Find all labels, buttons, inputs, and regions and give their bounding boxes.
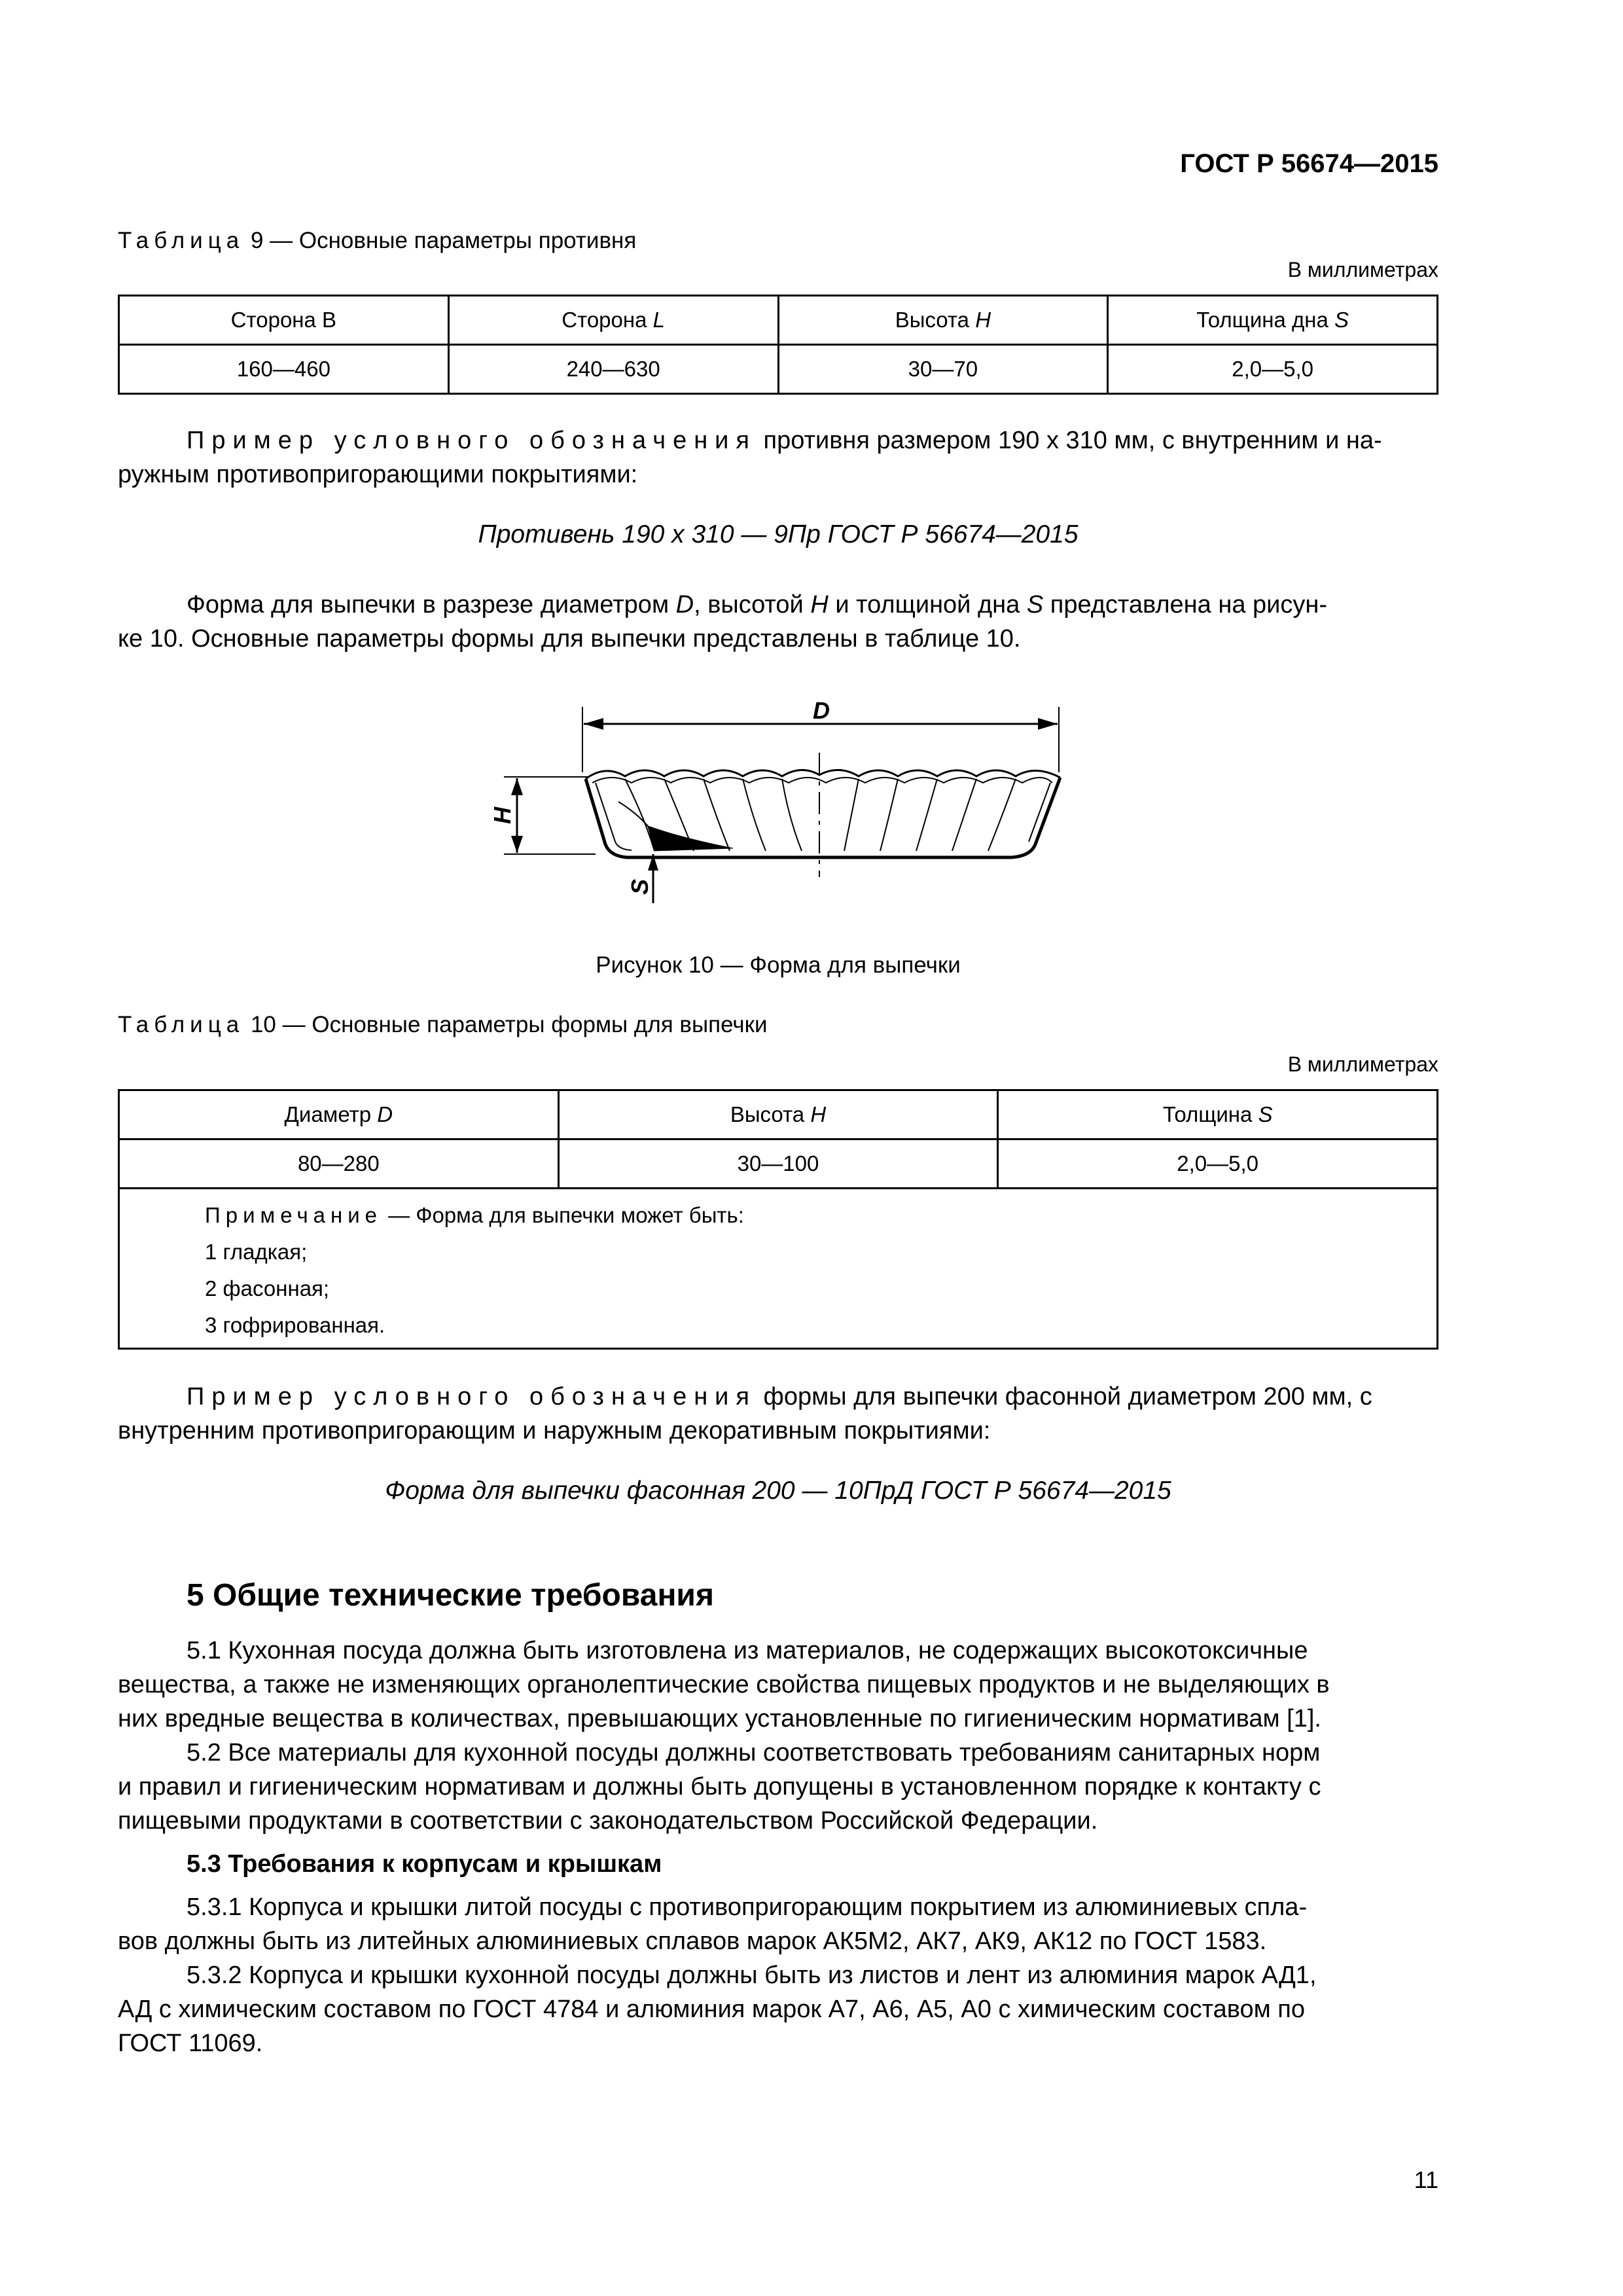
example2-designation: Форма для выпечки фасонная 200 — 10ПрД ГОСТ Р 56674—2015 <box>385 1477 1171 1505</box>
table9-label: Таблица <box>118 228 245 253</box>
example2-text-1: формы для выпечки фасонной диаметром 200 мм, с <box>757 1383 1372 1410</box>
subsection-5-3-title: 5.3 Требования к корпусам и крышкам <box>187 1850 662 1878</box>
figure10-drawing <box>458 681 1113 923</box>
para-5-3-2-line: АД с химическим составом по ГОСТ 4784 и алюминия марок А7, А6, А5, А0 с химическим составом по <box>118 1996 1306 2023</box>
form-paragraph-line2: ке 10. Основные параметры формы для выпечки представлены в таблице 10. <box>118 625 1021 653</box>
figure10-label-s: S <box>626 878 653 895</box>
table9-caption <box>118 228 636 254</box>
table10-header-cell: Диаметр D <box>119 1090 559 1139</box>
example2-label: Пример условного обозначения <box>187 1383 757 1410</box>
page-number: 11 <box>1414 2166 1438 2193</box>
para-5-1-line: вещества, а также не изменяющих органолептические свойства пищевых продуктов и не выделяющих в <box>118 1671 1330 1698</box>
example1-text-1: противня размером 190 x 310 мм, с внутренним и на- <box>757 427 1382 454</box>
table10-label: Таблица <box>118 1012 245 1037</box>
para-5-3-2-line: ГОСТ 11069. <box>118 2030 263 2057</box>
example1 <box>118 423 1438 492</box>
table10 <box>118 1089 1438 1350</box>
table9-header-cell: Толщина дна S <box>1108 296 1438 345</box>
example2 <box>118 1380 1438 1448</box>
figure10-caption: Рисунок 10 — Форма для выпечки <box>596 952 961 978</box>
para-5-3-2-line: 5.3.2 Корпуса и крышки кухонной посуды должны быть из листов и лент из алюминия марок АД1, <box>187 1962 1317 1989</box>
para-5-2-line: и правил и гигиеническим нормативам и должны быть допущены в установленном порядке к контакту с <box>118 1773 1321 1801</box>
table9-header-cell: Сторона L <box>448 296 778 345</box>
table9-cell: 240—630 <box>448 345 778 394</box>
table10-note-item: 2 фасонная; <box>205 1276 330 1300</box>
table9-units: В миллиметрах <box>1287 258 1438 281</box>
table9-header-cell: Высота H <box>778 296 1108 345</box>
table9-header-cell: Сторона В <box>119 296 449 345</box>
table9-header-row <box>119 296 1438 345</box>
section5-body <box>118 1634 1438 2060</box>
table10-cell: 2,0—5,0 <box>998 1139 1438 1189</box>
table10-note-item: 3 гофрированная. <box>205 1313 385 1337</box>
table9-data-row <box>119 345 1438 394</box>
example1-designation: Противень 190 x 310 — 9Пр ГОСТ Р 56674—2015 <box>478 520 1079 548</box>
table10-data-row <box>119 1139 1438 1189</box>
table9-title: 9 — Основные параметры противня <box>250 228 637 253</box>
table10-header-row <box>119 1090 1438 1139</box>
document-id: ГОСТ Р 56674—2015 <box>1180 149 1438 178</box>
table10-title: 10 — Основные параметры формы для выпечки <box>250 1012 768 1037</box>
para-5-1-line: них вредные вещества в количествах, превышающих установленные по гигиеническим нормативам [1]. <box>118 1705 1321 1732</box>
example1-label: Пример условного обозначения <box>187 427 757 454</box>
table9-cell: 2,0—5,0 <box>1108 345 1438 394</box>
para-5-1-line: 5.1 Кухонная посуда должна быть изготовлена из материалов, не содержащих высокотоксичные <box>187 1637 1308 1664</box>
table10-units: В миллиметрах <box>1287 1052 1438 1076</box>
para-5-3-1-line: 5.3.1 Корпуса и крышки литой посуды с противопригорающим покрытием из алюминиевых спла- <box>187 1893 1308 1921</box>
table10-cell: 30—100 <box>558 1139 998 1189</box>
para-5-2-line: пищевыми продуктами в соответствии с законодательством Российской Федерации. <box>118 1807 1098 1835</box>
example2-text-2: внутренним противопригорающим и наружным декоративным покрытиями: <box>118 1417 991 1444</box>
para-5-3-1-line: вов должны быть из литейных алюминиевых сплавов марок АК5М2, АК7, АК9, АК12 по ГОСТ 1583. <box>118 1928 1267 1955</box>
form-paragraph: Форма для выпечки в разрезе диаметром D, высотой H и толщиной дна S представлена на рисун- ке 10. Основные параметры формы для выпечки представлены в таблице 10. <box>118 588 1438 656</box>
table10-note-row <box>119 1189 1438 1349</box>
section5-title: 5 Общие технические требования <box>187 1578 714 1613</box>
table10-cell: 80—280 <box>119 1139 559 1189</box>
para-5-2-line: 5.2 Все материалы для кухонной посуды должны соответствовать требованиям санитарных норм <box>187 1739 1321 1767</box>
table10-header-cell: Высота H <box>558 1090 998 1139</box>
figure10-label-h: H <box>489 807 516 824</box>
table9-cell: 30—70 <box>778 345 1108 394</box>
table9-cell: 160—460 <box>119 345 449 394</box>
example1-text-2: ружным противопригорающими покрытиями: <box>118 461 638 488</box>
table9 <box>118 295 1438 395</box>
figure10-label-d: D <box>813 697 830 724</box>
table10-caption <box>118 1012 768 1038</box>
table10-header-cell: Толщина S <box>998 1090 1438 1139</box>
table10-note-item: 1 гладкая; <box>205 1240 308 1264</box>
table10-note-heading: Примечание — Форма для выпечки может быть: <box>205 1203 744 1227</box>
